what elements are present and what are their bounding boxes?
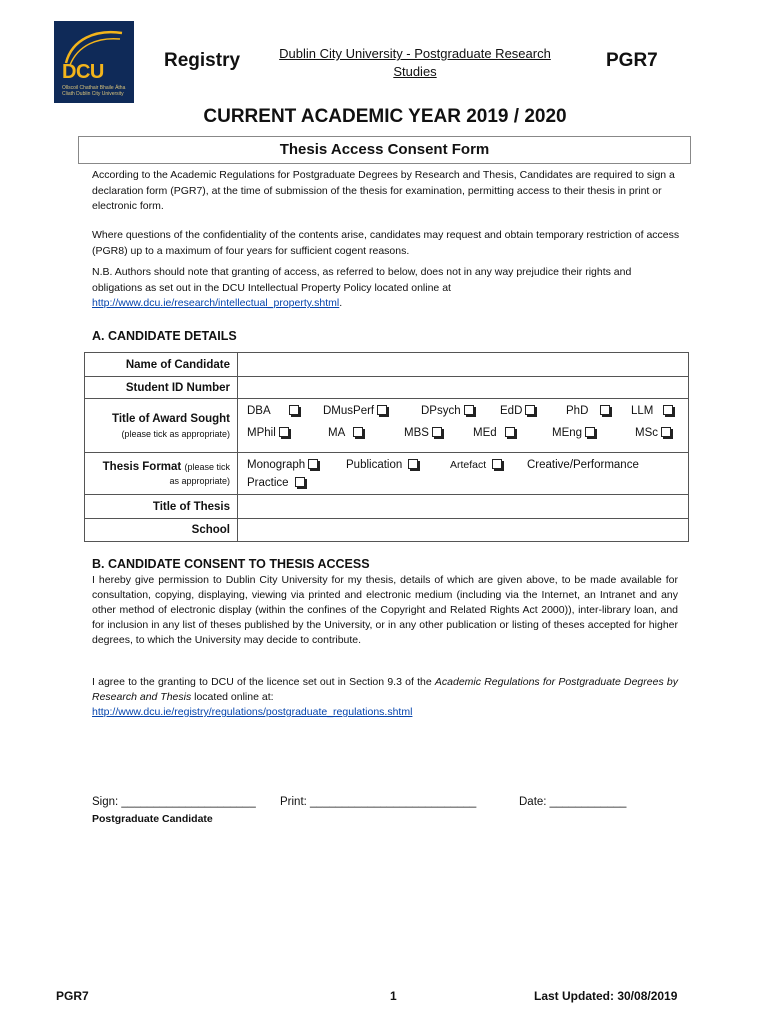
award-option-mphil[interactable]: MPhil [247,427,289,439]
dba-checkbox[interactable] [289,405,299,415]
sign-field[interactable]: Sign: _____________________ [92,796,256,808]
format-option-monograph[interactable]: Monograph [247,459,318,471]
footer-form-code: PGR7 [56,989,89,1003]
mbs-checkbox[interactable] [432,427,442,437]
msc-checkbox[interactable] [661,427,671,437]
form-code: PGR7 [606,50,658,71]
dpsych-checkbox[interactable] [464,405,474,415]
monograph-checkbox[interactable] [308,459,318,469]
award-option-dba[interactable]: DBA [247,405,299,417]
phd-checkbox[interactable] [600,405,610,415]
award-option-dmusperf[interactable]: DMusPerf [323,405,387,417]
date-field[interactable]: Date: ____________ [519,796,627,808]
format-option-publication[interactable]: Publication [346,459,418,471]
school-field[interactable] [238,519,689,542]
award-option-ma[interactable]: MA [328,427,363,439]
candidate-label: Postgraduate Candidate [92,813,213,825]
format-option-practice[interactable]: Practice [247,477,305,489]
intro-paragraph-3 [92,265,682,312]
award-option-llm[interactable]: LLM [631,405,673,417]
regulations-link[interactable]: http://www.dcu.ie/registry/regulations/postgraduate_regulations.shtml [92,706,413,718]
award-option-msc[interactable]: MSc [635,427,671,439]
format-option-artefact[interactable]: Artefact [450,459,502,471]
med-checkbox[interactable] [505,427,515,437]
publication-checkbox[interactable] [408,459,418,469]
dcu-logo [54,21,134,103]
university-title: Dublin City University - Postgraduate Research Studies [279,46,551,79]
consent-paragraph: I hereby give permission to Dublin City University for my thesis, details of which are given above, to be made available for consultation, copying, displaying, viewing via printed and electronic medium (including via the Internet, an Intranet and any other method of electronic display (within the confines of the Copyright and Related Rights Act 2000)), inter-library loan, and for inclusion in any list of theses published by the University, or in any other publication or listing of theses accepted for higher degrees, to which the University may decide to contribute. [92,574,678,646]
llm-checkbox[interactable] [663,405,673,415]
registry-label: Registry [164,50,241,71]
ip-note-end: . [339,297,343,309]
artefact-checkbox[interactable] [492,459,502,469]
student-id-label: Student ID Number [85,377,238,399]
award-option-med[interactable]: MEd [473,427,515,439]
section-a-heading: A. CANDIDATE DETAILS [92,329,237,343]
print-field[interactable]: Print: __________________________ [280,796,477,808]
award-label: Title of Award Sought (please tick as appropriate) [85,399,238,453]
award-options [238,399,689,453]
form-title: Thesis Access Consent Form [78,136,691,164]
thesis-title-label: Title of Thesis [85,495,238,519]
academic-year: CURRENT ACADEMIC YEAR 2019 / 2020 [203,106,567,127]
name-label: Name of Candidate [85,353,238,377]
format-options [238,453,689,495]
licence-paragraph: I agree to the granting to DCU of the licence set out in Section 9.3 of the Academic Regulations for Postgraduate Degrees by Research and Thesis located online at: http://www.dcu.ie/registry/regulations/postgraduate_regulations.shtml [92,676,678,718]
school-label: School [85,519,238,542]
practice-checkbox[interactable] [295,477,305,487]
intro-paragraph-1: According to the Academic Regulations for Postgraduate Degrees by Research and Thesis, Candidates are required to sign a declaration form (PGR7), at the time of submission of the thesis for examination, permitting access to their thesis in print or electronic form. [92,169,675,212]
award-option-dpsych[interactable]: DPsych [421,405,474,417]
intro-paragraph-2: Where questions of the confidentiality of the contents arise, candidates may request and obtain temporary restriction of access (PGR8) up to a maximum of four years for sufficient cogent reasons. [92,229,680,257]
format-label: Thesis Format (please tick as appropriate) [85,453,238,495]
edd-checkbox[interactable] [525,405,535,415]
meng-checkbox[interactable] [585,427,595,437]
name-field[interactable] [238,353,689,377]
award-option-edd[interactable]: EdD [500,405,535,417]
mphil-checkbox[interactable] [279,427,289,437]
ip-policy-link[interactable]: http://www.dcu.ie/research/intellectual_property.shtml [92,297,340,309]
student-id-field[interactable] [238,377,689,399]
last-updated: Last Updated: 30/08/2019 [534,989,678,1003]
dmusperf-checkbox[interactable] [377,405,387,415]
award-option-mbs[interactable]: MBS [404,427,442,439]
award-option-phd[interactable]: PhD [566,405,610,417]
logo-text: DCU [62,61,104,83]
ip-note: N.B. Authors should note that granting of access, as referred to below, does not in any way prejudice their rights and obligations as set out in the DCU Intellectual Property Policy located online at [92,266,632,294]
thesis-title-field[interactable] [238,495,689,519]
section-b-heading: B. CANDIDATE CONSENT TO THESIS ACCESS [92,557,370,571]
candidate-details-table [84,352,689,542]
ma-checkbox[interactable] [353,427,363,437]
award-option-meng[interactable]: MEng [552,427,595,439]
logo-subtext: Ollscoil Chathair Bhaile Átha Cliath Dublin City University [62,85,126,97]
format-option-creative[interactable]: Creative/Performance [527,459,639,471]
page-number: 1 [390,989,397,1003]
